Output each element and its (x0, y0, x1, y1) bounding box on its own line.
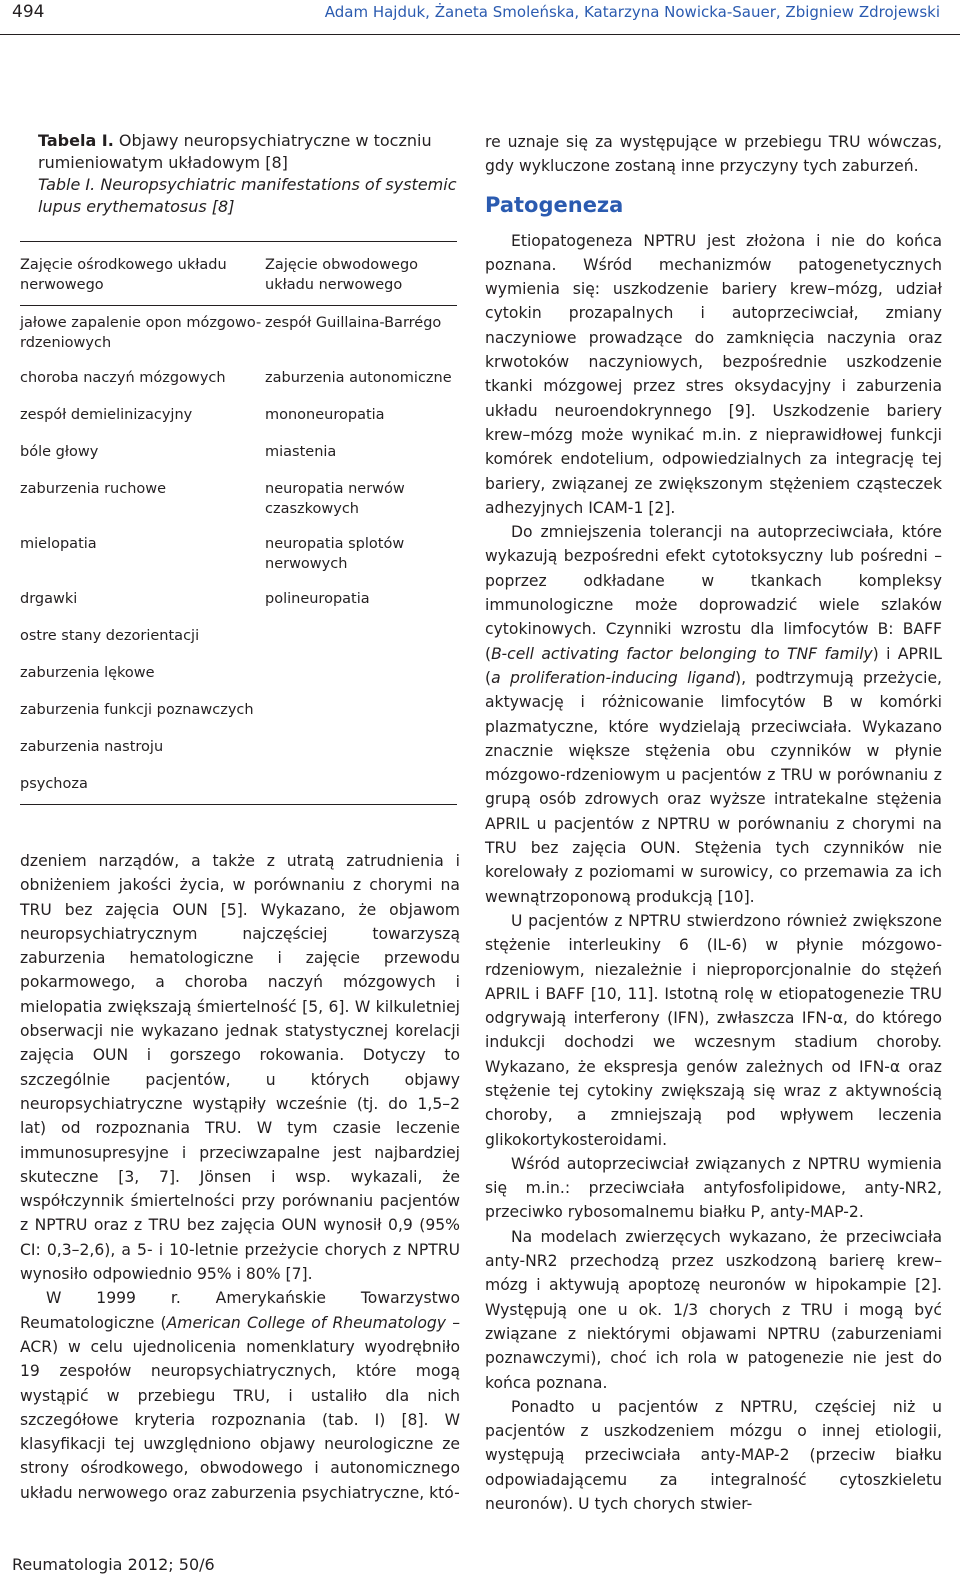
text-run-italic: B-cell activating factor belonging to TNF family (491, 644, 873, 663)
paragraph (20, 1286, 460, 1505)
left-text-column (20, 849, 460, 1505)
col-header-cns: Zajęcie ośrodkowego układu nerwowego (20, 242, 265, 306)
cns-manifestation-cell: choroba naczyń mózgowych (20, 370, 226, 386)
paragraph: Etiopatogeneza NPTRU jest złożona i nie do końca poznana. Wśród mechanizmów patogenetycznych wymienia się: uszkodzenie bariery krew–mózg, udział cytokin prozapalnych i autoprzeciwciał, zmiany naczyniowe prowadzące do zamknięcia naczynia oraz krwotoków naczyniowych, bezpośrednie uszkodzenie tkanki mózgowej przez stres oksydacyjny i zaburzenia układu neuroendokrynnego [9]. Uszkodzenie bariery krew–mózg może wynikać m.in. z nieprawidłowej funkcji komórek endotelium, odpowiedzialnych za integrację tej bariery, związanej ze zwiększonym stężeniem cząsteczek adhezyjnych ICAM-1 [2]. (485, 231, 942, 517)
table-row (20, 398, 457, 435)
paragraph (485, 520, 942, 909)
pns-manifestation-cell: neuropatia nerwów czaszkowych (265, 481, 405, 517)
table-header-row (20, 242, 457, 306)
pns-manifestation-cell: zespół Guillaina-Barrégo (265, 315, 442, 331)
table-row (20, 767, 457, 804)
text-run: – ACR) w celu ujednolicenia nomenklatury wyodrębniło 19 zespołów neuropsychiatrycznych, które mogą wystąpić w przebiegu TRU, i ustaliło dla nich szczegółowe kryteria rozpoznania (tab. I) [8]. W klasyfikacji tej uwzględniono objawy neurologiczne ze strony ośrodkowego, obwodowego i autonomicznego układu nerwowego oraz zaburzenia psychiatryczne, któ- (20, 1313, 460, 1502)
right-text-column (485, 130, 942, 1516)
paragraph: Ponadto u pacjentów z NPTRU, częściej niż u pacjentów z uszkodzeniem mózgu o innej etiologii, występują przeciwciała anty-MAP-2 (przeciw białku odpowiadającemu za integralność cytoszkieletu neuronów). U tych chorych stwier- (485, 1397, 942, 1514)
paragraph: re uznaje się za występujące w przebiegu TRU wówczas, gdy wykluczone zostaną inne przyczyny tych zaburzeń. (485, 133, 942, 176)
pns-manifestation-cell: miastenia (265, 444, 337, 460)
table-row (20, 619, 457, 656)
page-number: 494 (12, 2, 45, 22)
pns-manifestation-cell (265, 619, 457, 656)
table-caption-en: Table I. Neuropsychiatric manifestations of systemic lupus erythematosus [8] (38, 175, 457, 216)
text-run: W 1999 r. Amerykańskie Towarzystwo Reumatologiczne ( (20, 1289, 460, 1332)
cns-manifestation-cell: zaburzenia lękowe (20, 665, 155, 681)
table-caption-text: Objawy neuropsychiatryczne w toczniu rumieniowatym układowym [8] (38, 131, 432, 172)
cns-manifestation-cell: bóle głowy (20, 444, 99, 460)
pns-manifestation-cell: neuropatia splotów nerwowych (265, 536, 405, 572)
table-row (20, 306, 457, 362)
table-row (20, 435, 457, 472)
paragraph: Na modelach zwierzęcych wykazano, że przeciwciała anty-NR2 przechodzą przez uszkodzoną barierę krew–mózg i aktywują apoptozę neuronów w hipokampie [2]. Występują one u ok. 1/3 chorych z TRU i mogą być związane z niektórymi objawami NPTRU (zaburzeniami poznawczymi), choć ich rola w patogenezie nie jest do końca poznana. (485, 1227, 942, 1392)
pns-manifestation-cell: zaburzenia autonomiczne (265, 370, 452, 386)
text-run: ) i APRIL ( (485, 644, 942, 687)
table-row (20, 361, 457, 398)
paragraph: dzeniem narządów, a także z utratą zatrudnienia i obniżeniem jakości życia, w porównaniu z chorymi na TRU bez zajęcia OUN [5]. Wykazano, że objawom neuropsychiatrycznym najczęściej towarzyszą zaburzenia hematologiczne i zajęcie przewodu pokarmowego, a choroba naczyń mózgowych i mielopatia zwiększają śmiertelność [5, 6]. W kilkuletniej obserwacji nie wykazano jednak statystycznej korelacji zajęcia OUN i gorszego rokowania. Dotyczy to szczególnie pacjentów, u których objawy neuropsychiatryczne wystąpiły wcześnie (tj. do 1,5–2 lat) od rozpoznania TRU. W tym czasie leczenie immunosupresyjne i przeciwzapalne jest najbardziej skuteczne [3, 7]. Jönsen i wsp. wykazali, że współczynnik śmiertelności przy porównaniu pacjentów z NPTRU oraz z TRU bez zajęcia OUN wynosił 0,9 (95% CI: 0,3–2,6), a 5- i 10-letnie przeżycie chorych z NPTRU wynosiło odpowiednio 95% i 80% [7]. (20, 852, 460, 1284)
journal-citation: Reumatologia 2012; 50/6 (12, 1555, 215, 1574)
cns-manifestation-cell: zaburzenia ruchowe (20, 481, 167, 497)
table-body (20, 306, 457, 805)
cns-manifestation-cell: ostre stany dezorientacji (20, 628, 200, 644)
pns-manifestation-cell (265, 767, 457, 804)
cns-manifestation-cell: zespół demielinizacyjny (20, 407, 193, 423)
table-row (20, 527, 457, 582)
text-run-italic: a proliferation-inducing ligand (491, 668, 736, 687)
table-row (20, 472, 457, 527)
section-heading: Patogeneza (485, 192, 624, 217)
text-run: ), podtrzymują przeżycie, aktywację i różnicowanie limfocytów B w komórki plazmatyczne, które wydzielają przeciwciała. Wykazano znacznie większe stężenia obu czynników w płynie mózgowo-rdzeniowym u pacjentów z TRU w porównaniu z grupą osób zdrowych oraz wyższe intratekalne stężenia APRIL u pacjentów z NPTRU w porównaniu z chorymi na TRU bez zajęcia OUN. Stężenia tych czynników nie korelowały z poziomami w surowicy, co przemawia za ich wewnątrzoponową produkcją [10]. (485, 668, 942, 906)
col-header-pns: Zajęcie obwodowego układu nerwowego (265, 242, 457, 306)
cns-manifestation-cell: jałowe zapalenie opon mózgowo-rdzeniowych (20, 315, 262, 351)
cns-manifestation-cell: zaburzenia funkcji poznawczych (20, 702, 254, 718)
paragraph: U pacjentów z NPTRU stwierdzono również zwiększone stężenie interleukiny 6 (IL-6) w płynie mózgowo-rdzeniowym, niezależnie i nieproporcjonalnie do stężeń APRIL i BAFF [10, 11]. Istotną rolę w etiopatogenezie TRU odgrywają interferony (IFN), zwłaszcza IFN-α, do którego indukcji dochodzi we wczesnym stadium choroby. Wykazano, że ekspresja genów zależnych od IFN-α oraz stężenie tej cytokiny zwiększają się wraz z aktywnością choroby, a zmniejszają pod wpływem leczenia glikokortykosteroidami. (485, 911, 942, 1149)
pns-manifestation-cell: polineuropatia (265, 591, 370, 607)
table-row (20, 730, 457, 767)
table-row (20, 656, 457, 693)
page-header (0, 0, 960, 36)
cns-manifestation-cell: psychoza (20, 776, 88, 792)
pns-manifestation-cell (265, 693, 457, 730)
table-row (20, 582, 457, 619)
cns-manifestation-cell: drgawki (20, 591, 78, 607)
table-caption-pl (38, 130, 458, 174)
table-caption (38, 130, 458, 218)
paragraph: Wśród autoprzeciwciał związanych z NPTRU wymienia się m.in.: przeciwciała antyfosfolipidowe, anty-NR2, przeciwko rybosomalnemu białku P, anty-MAP-2. (485, 1154, 942, 1222)
pns-manifestation-cell: mononeuropatia (265, 407, 385, 423)
text-run: Do zmniejszenia tolerancji na autoprzeciwciała, które wykazują bezpośredni efekt cytotoksyczny lub pośredni – poprzez odkładane w tkankach kompleksy immunologiczne może doprowadzić wiele szlaków cytokinowych. Czynniki wzrostu dla limfocytów B: BAFF ( (485, 523, 942, 663)
text-run-italic: American College of Rheumatology (166, 1313, 447, 1332)
cns-manifestation-cell: zaburzenia nastroju (20, 739, 164, 755)
table-caption-label: Tabela I. (38, 131, 114, 150)
cns-manifestation-cell: mielopatia (20, 536, 97, 552)
running-authors: Adam Hajduk, Żaneta Smoleńska, Katarzyna Nowicka-Sauer, Zbigniew Zdrojewski (324, 3, 940, 21)
header-rule (0, 34, 960, 35)
table-row (20, 693, 457, 730)
manifestations-table (20, 241, 457, 805)
pns-manifestation-cell (265, 730, 457, 767)
pns-manifestation-cell (265, 656, 457, 693)
